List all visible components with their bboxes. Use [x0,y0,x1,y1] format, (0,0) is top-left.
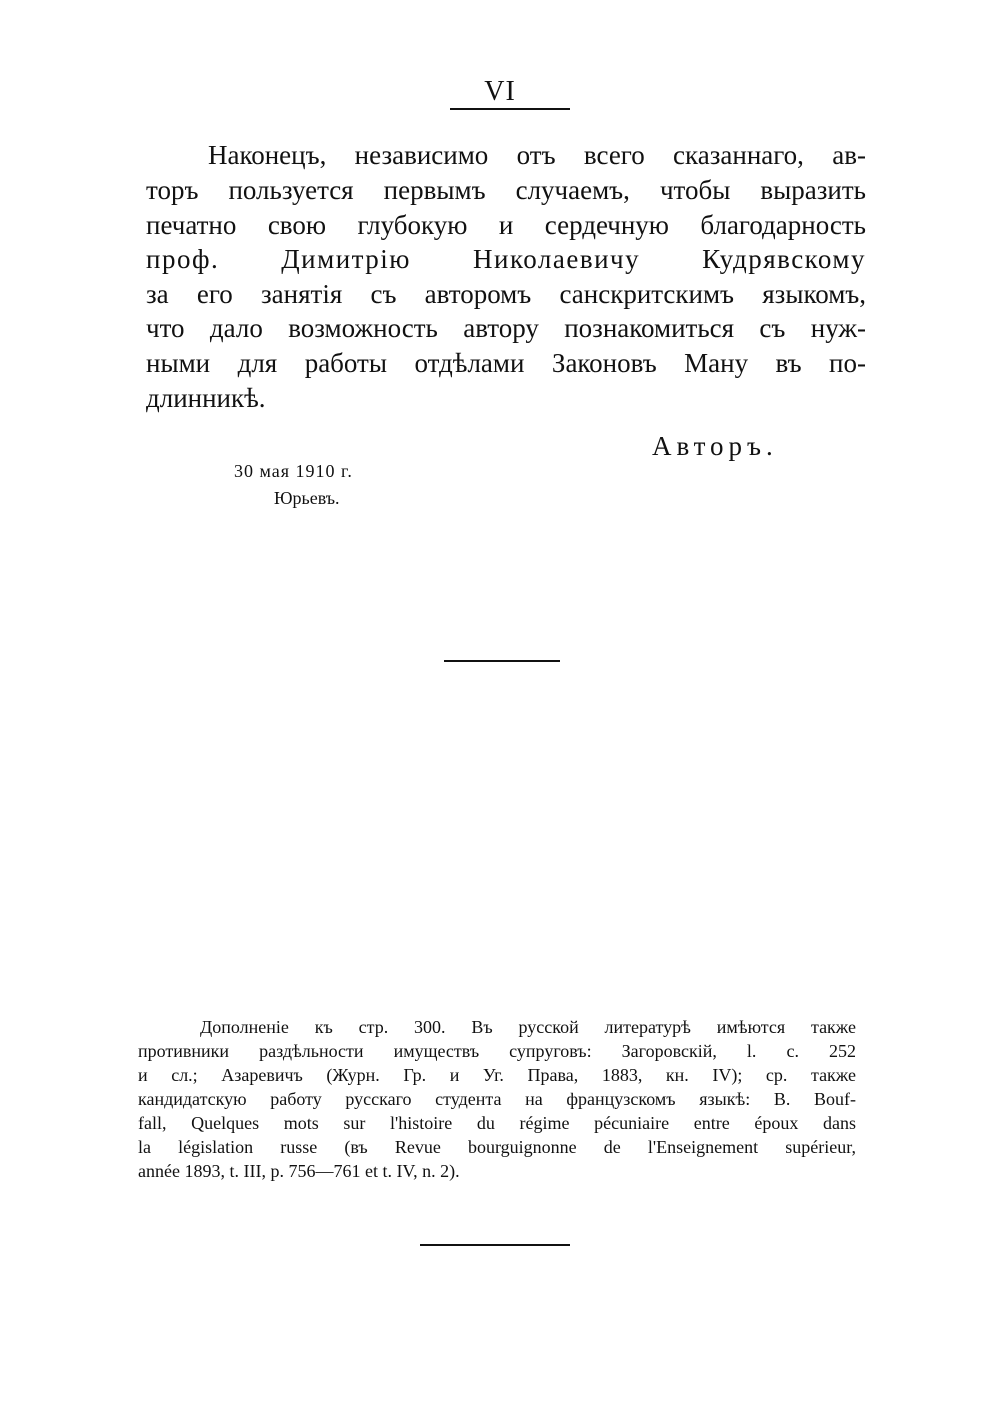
addendum-line: кандидатскую работу русскаго студента на французскомъ языкѣ: B. Bouf- [138,1089,856,1109]
paragraph-line: ными для работы отдѣлами Законовъ Ману въ по- [146,348,866,378]
paragraph-line: Наконецъ, независимо отъ всего сказаннаго, ав- [208,140,866,170]
addendum-line: Дополненіе къ стр. 300. Въ русской литературѣ имѣются также [200,1017,856,1037]
addendum-line: année 1893, t. III, p. 756—761 et t. IV, n. 2). [138,1161,460,1181]
paragraph-line: печатно свою глубокую и сердечную благодарность [146,210,866,240]
paragraph-line: что дало возможность автору познакомиться съ нуж- [146,313,866,343]
section-divider [444,660,560,662]
footer-rule [420,1244,570,1246]
paragraph-line: проф. Димитрію Николаевичу Кудрявскому [146,244,866,274]
paragraph-line: торъ пользуется первымъ случаемъ, чтобы выразить [146,175,866,205]
addendum-line: la législation russe (въ Revue bourguignonne de l'Enseignement supérieur, [138,1137,856,1157]
addendum-line: противники раздѣльности имуществъ супруговъ: Загоровскій, l. c. 252 [138,1041,856,1061]
paragraph-line: длинникѣ. [146,383,266,413]
author-signature: Авторъ. [652,431,778,461]
date-line: 30 мая 1910 г. [234,461,353,481]
place-line: Юрьевъ. [274,488,340,508]
addendum-line: и сл.; Азаревичъ (Журн. Гр. и Уг. Права, 1883, кн. IV); ср. также [138,1065,856,1085]
paragraph-line: за его занятія съ авторомъ санскритскимъ языкомъ, [146,279,866,309]
header-rule [450,108,570,110]
addendum-line: fall, Quelques mots sur l'histoire du régime pécuniaire entre époux dans [138,1113,856,1133]
page-number: VI [484,76,516,107]
